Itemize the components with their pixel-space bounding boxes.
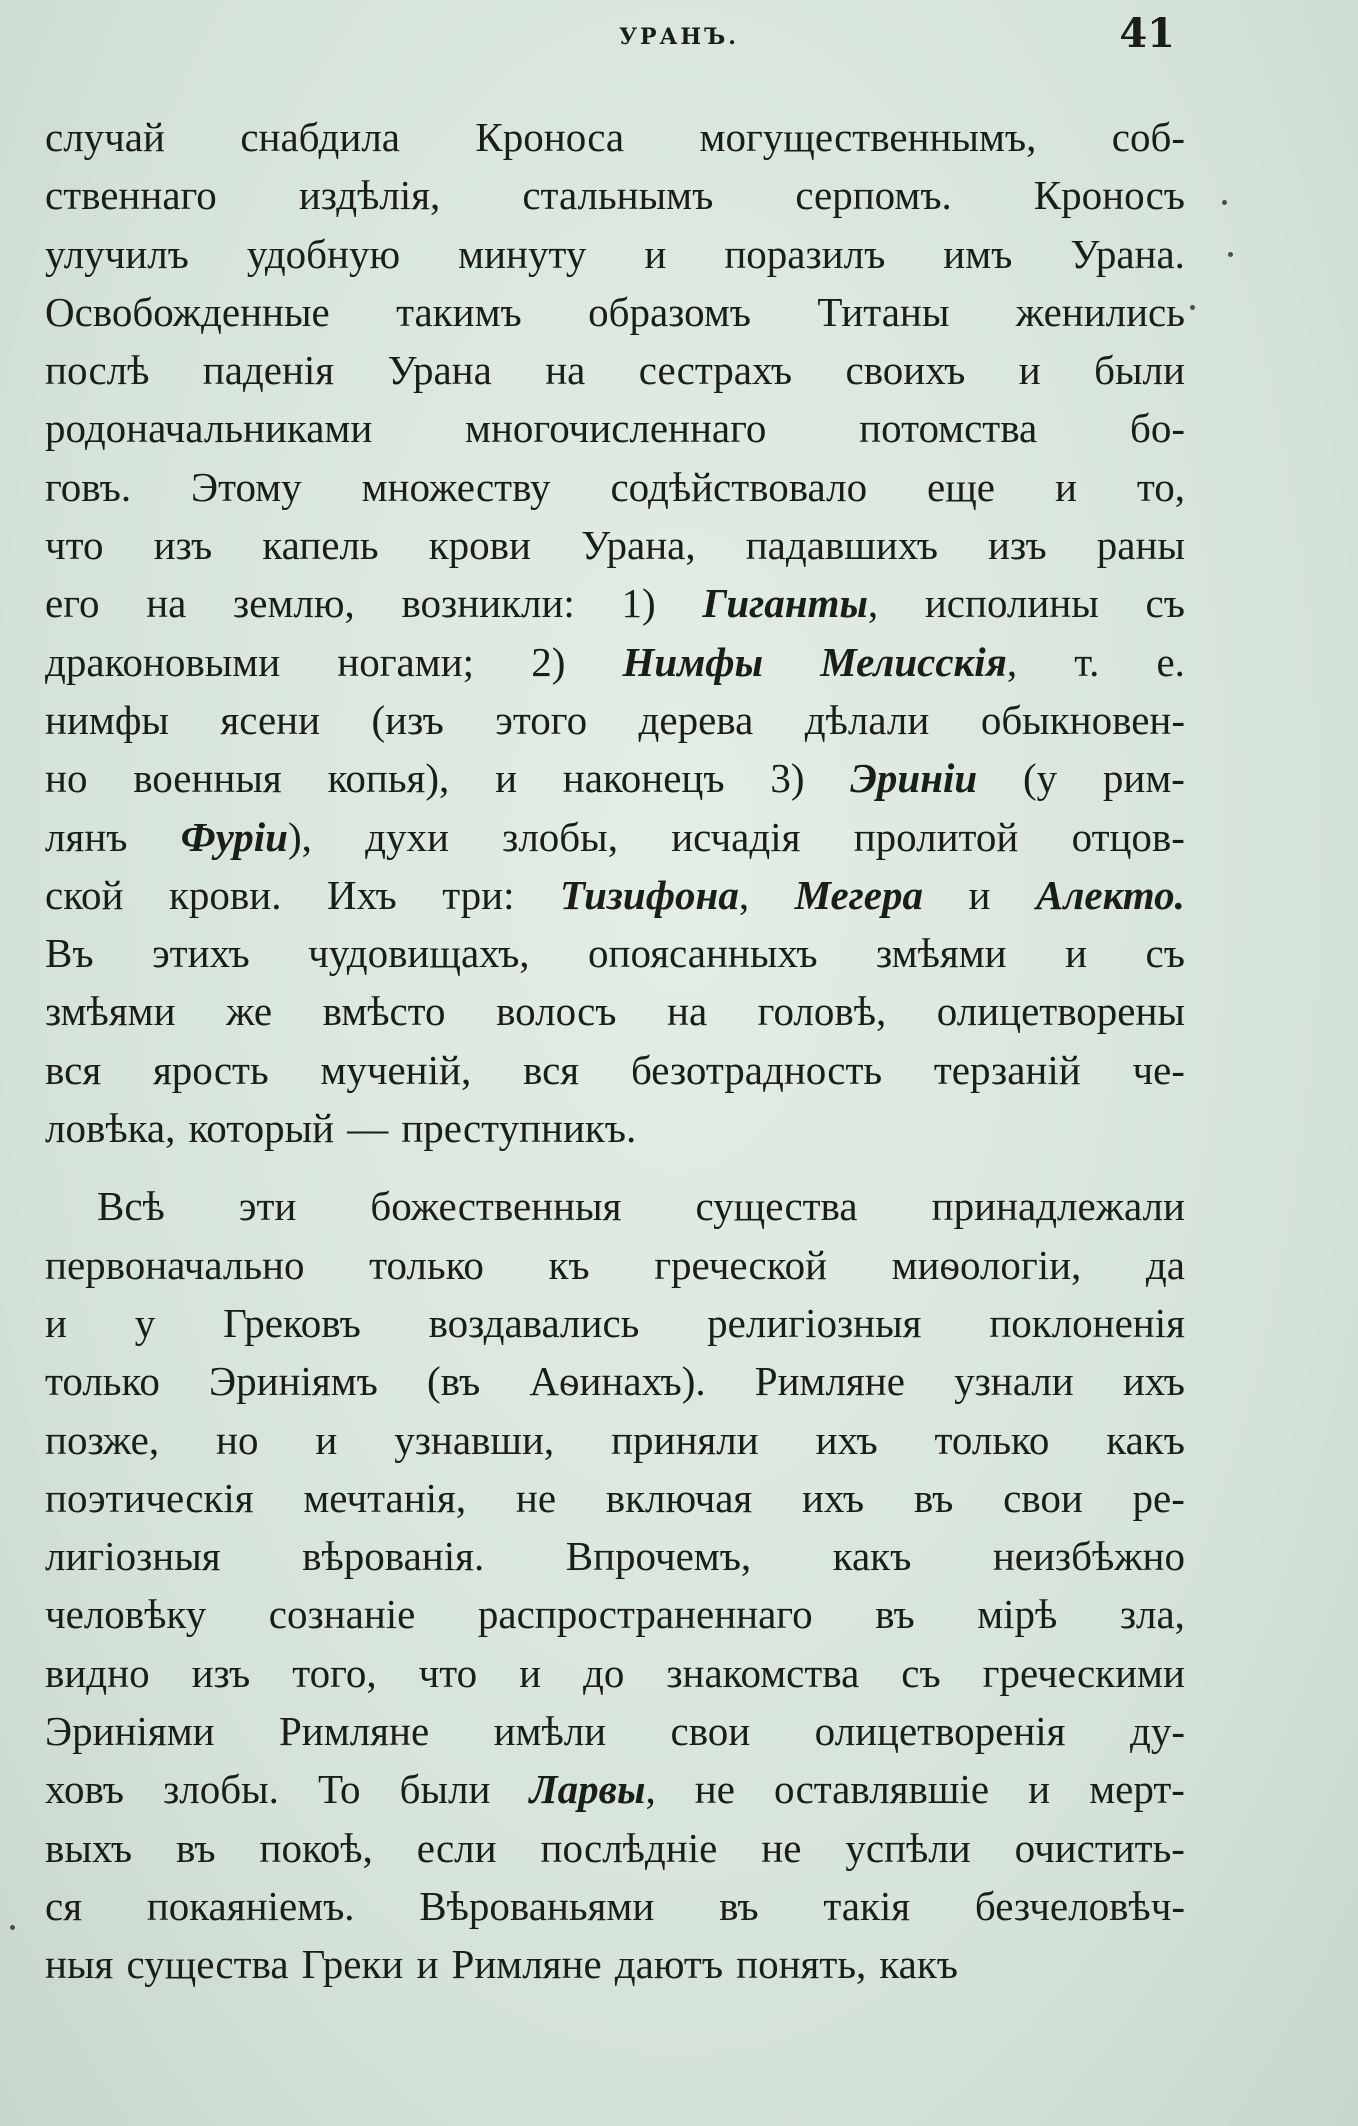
word: сознаніе [268, 1591, 416, 1638]
word: терзаній [933, 1046, 1081, 1093]
text-line [45, 982, 1185, 1040]
word: удобную [246, 230, 401, 277]
text-line [45, 574, 1185, 632]
word: и [416, 1941, 439, 1988]
text-line [45, 283, 1185, 341]
word: (въ [427, 1358, 481, 1405]
word: изъ [191, 1649, 251, 1696]
word: лигіозныя [45, 1533, 221, 1580]
paragraph-gap [45, 1157, 1185, 1177]
page-number: 41 [1119, 10, 1175, 57]
word: такимъ [396, 288, 522, 335]
word: Эриніями [45, 1708, 215, 1755]
word: распространеннаго [477, 1591, 813, 1638]
emphasized-term: Эриніи [850, 755, 978, 802]
word: ловѣка, [45, 1105, 176, 1152]
word: своихъ [845, 347, 966, 394]
word: и [1065, 930, 1088, 977]
word: рим- [1102, 755, 1185, 802]
word: Впрочемъ, [565, 1533, 752, 1580]
word: греческой [654, 1241, 828, 1288]
text-line [45, 166, 1185, 224]
word: который [188, 1105, 335, 1152]
word: ныя [45, 1941, 114, 1988]
word: ясени [220, 696, 321, 743]
word: на [667, 988, 708, 1035]
word: крови [428, 522, 531, 569]
word: воздавались [428, 1299, 640, 1346]
word: безчеловѣч- [974, 1882, 1185, 1929]
word: Освобожденные [45, 288, 330, 335]
word: три: [442, 871, 515, 918]
word: да [1145, 1241, 1185, 1288]
word: ской [45, 871, 124, 918]
word: Этому [191, 463, 302, 510]
word: но [216, 1416, 259, 1463]
word: Урана [387, 347, 492, 394]
word: Урана. [1070, 230, 1185, 277]
word: Римляне [279, 1708, 430, 1755]
word: издѣлія, [298, 172, 441, 219]
word: (у [1022, 755, 1058, 802]
word: не [694, 1766, 735, 1813]
paper-speck [1190, 305, 1195, 310]
word: въ [875, 1591, 915, 1638]
word: улучилъ [45, 230, 189, 277]
word: если [416, 1824, 497, 1871]
word: къ [548, 1241, 590, 1288]
emphasized-term: Фуріи [180, 813, 288, 860]
word: Римляне [754, 1358, 905, 1405]
word: То [318, 1766, 361, 1813]
word: первоначально [45, 1241, 305, 1288]
word: зла, [1119, 1591, 1185, 1638]
word: ярость [152, 1046, 269, 1093]
word: ихъ [801, 1474, 865, 1521]
word: этого [495, 696, 588, 743]
word: и [495, 755, 518, 802]
word: стальнымъ [522, 172, 714, 219]
word: существа [695, 1183, 858, 1230]
word: Мелисскія, [820, 638, 1018, 685]
word: т. [1074, 638, 1100, 685]
word: ся [45, 1882, 83, 1929]
word: и [1054, 463, 1077, 510]
text-line [45, 225, 1185, 283]
word: мечтанія, [303, 1474, 467, 1521]
word: поклоненія [989, 1299, 1185, 1346]
word: въ [719, 1882, 759, 1929]
text-line [45, 1819, 1185, 1877]
text-line [45, 1527, 1185, 1585]
word: Аѳинахъ). [529, 1358, 706, 1405]
word: узнавши, [394, 1416, 555, 1463]
word: могущественнымъ, [699, 114, 1037, 160]
word: его [45, 580, 100, 627]
word: Греки [301, 1941, 404, 1988]
word: на [545, 347, 586, 394]
word: змѣями [876, 930, 1007, 977]
word: у [134, 1299, 156, 1346]
word: позже, [45, 1416, 160, 1463]
word: греческими [982, 1649, 1185, 1696]
word: говъ. [45, 463, 132, 510]
word: мірѣ [977, 1591, 1058, 1638]
word: духи [365, 813, 449, 860]
word: Римляне [451, 1941, 602, 1988]
word [850, 749, 977, 807]
word: образомъ [588, 288, 751, 335]
word: не [761, 1824, 802, 1871]
word: такія [823, 1882, 911, 1929]
word: Кроносъ [1033, 172, 1185, 219]
word: поразилъ [724, 230, 886, 277]
word: злобы, [502, 813, 618, 860]
word: крови. [169, 871, 282, 918]
paper-speck [1228, 252, 1233, 257]
text-line [45, 341, 1185, 399]
text-line [45, 1877, 1185, 1935]
word: еще [927, 463, 995, 510]
word: ногами; [337, 638, 475, 685]
word: свои [670, 1708, 751, 1755]
word [795, 866, 923, 924]
word: послѣдніе [540, 1824, 718, 1871]
word: то, [1136, 463, 1185, 510]
word: ду- [1129, 1708, 1185, 1755]
text-line [45, 1585, 1185, 1643]
word: 3) [770, 755, 805, 802]
word: Въ [45, 930, 94, 977]
word: и [644, 230, 667, 277]
word: Вѣрованьями [419, 1882, 655, 1929]
word: нимфы [45, 696, 169, 743]
word: изъ [988, 522, 1047, 569]
word: и [1018, 347, 1041, 394]
text-line [45, 1236, 1185, 1294]
word: копья), [327, 755, 450, 802]
word: успѣли [845, 1824, 971, 1871]
word: (изъ [371, 696, 444, 743]
emphasized-term: Гиганты [702, 580, 868, 627]
word: землю, [233, 580, 355, 627]
word: существа [126, 1941, 289, 1988]
word: какъ [832, 1533, 912, 1580]
word: въ [913, 1474, 954, 1521]
word: Тизифона, [560, 871, 750, 918]
word: дерева [638, 696, 754, 743]
word: Ихъ [327, 871, 397, 918]
word: обыкновен- [980, 696, 1185, 743]
word: ственнаго [45, 172, 217, 219]
word: е. [1156, 638, 1185, 685]
word: религіозныя [707, 1299, 922, 1346]
word: чудовищахъ, [308, 930, 530, 977]
emphasized-term: Ларвы [529, 1766, 646, 1813]
word: покоѣ, [259, 1824, 373, 1871]
word: многочисленнаго [465, 405, 767, 452]
word: военныя [133, 755, 282, 802]
word: эти [238, 1183, 297, 1230]
word: и [315, 1416, 338, 1463]
word: раны [1096, 522, 1185, 569]
paper-speck [10, 1925, 15, 1930]
text-line [45, 1041, 1185, 1099]
word: того, [292, 1649, 377, 1696]
word: змѣями [45, 988, 176, 1035]
word: ховъ [45, 1766, 124, 1813]
word: даютъ [614, 1941, 724, 1988]
word: до [582, 1649, 625, 1696]
word: вся [522, 1046, 580, 1093]
word: Фуріи), [180, 813, 312, 860]
word: отцов- [1071, 813, 1185, 860]
word: Ларвы, [529, 1766, 656, 1813]
word: безотрадность [630, 1046, 883, 1093]
word: только [369, 1241, 484, 1288]
word: че- [1132, 1046, 1185, 1093]
word: что [45, 522, 104, 569]
word: мерт- [1089, 1766, 1185, 1813]
word: приняли [611, 1416, 759, 1463]
word [1036, 866, 1185, 924]
word: Урана, [581, 522, 696, 569]
text-line [45, 1177, 1185, 1235]
word: не [515, 1474, 557, 1521]
word: минуту [458, 230, 587, 277]
word: паденія [202, 347, 335, 394]
word: имъ [943, 230, 1013, 277]
text-line [45, 108, 1185, 166]
text-line [45, 924, 1185, 982]
text-line [45, 1760, 1185, 1818]
text-line [45, 1099, 1185, 1157]
word: на [146, 580, 187, 627]
word: были [399, 1766, 491, 1813]
word: снабдила [240, 114, 400, 160]
word: случай [45, 114, 165, 160]
text-line [45, 399, 1185, 457]
word: Кроноса [475, 114, 625, 160]
word: 1) [621, 580, 656, 627]
word [623, 633, 764, 691]
word: включая [605, 1474, 753, 1521]
word: 2) [531, 638, 566, 685]
word: Титаны [817, 288, 950, 335]
word: — [347, 1105, 389, 1152]
word: головѣ, [757, 988, 887, 1035]
text-line [45, 866, 1185, 924]
word: Грековъ [223, 1299, 361, 1346]
word: какъ [1106, 1416, 1185, 1463]
word: неизбѣжно [992, 1533, 1185, 1580]
text-line [45, 1469, 1185, 1527]
word: исчадія [671, 813, 801, 860]
word: соб- [1111, 114, 1185, 160]
word: ихъ [815, 1416, 878, 1463]
emphasized-term: Мегера [794, 871, 923, 918]
word: но [45, 755, 88, 802]
word: этихъ [152, 930, 250, 977]
word: бо- [1129, 405, 1185, 452]
word: мученій, [320, 1046, 472, 1093]
word: были [1094, 347, 1185, 394]
text-line [45, 633, 1185, 691]
word: родоначальниками [45, 405, 373, 452]
word: человѣку [45, 1591, 207, 1638]
text-line [45, 1294, 1185, 1352]
word: ихъ [1122, 1358, 1185, 1405]
word: понять, [736, 1941, 867, 1988]
word: изъ [153, 522, 213, 569]
emphasized-term: Алекто. [1035, 871, 1185, 918]
text-line [45, 808, 1185, 866]
word: только [45, 1358, 160, 1405]
word: выхъ [45, 1824, 133, 1871]
word: множеству [361, 463, 551, 510]
word: оставлявшіе [774, 1766, 990, 1813]
word: Всѣ [97, 1183, 165, 1230]
word: потомства [859, 405, 1038, 452]
word: олицетворенія [814, 1708, 1066, 1755]
word: и [1028, 1766, 1051, 1813]
word: опоясанныхъ [588, 930, 818, 977]
word: и [45, 1299, 67, 1346]
word: возникли: [401, 580, 575, 627]
word: принадлежали [931, 1183, 1185, 1230]
word: драконовыми [45, 638, 281, 685]
word: узнали [954, 1358, 1074, 1405]
text-line [45, 1644, 1185, 1702]
word: сестрахъ [638, 347, 793, 394]
word: исполины [924, 580, 1099, 627]
page-header [0, 10, 1358, 60]
text-line [45, 749, 1185, 807]
body-text [45, 108, 1185, 1994]
word: и [968, 871, 991, 918]
word: божественныя [370, 1183, 622, 1230]
word: въ [176, 1824, 216, 1871]
text-line [45, 458, 1185, 516]
running-title: УРАНЪ. [619, 24, 739, 50]
word: пролитой [853, 813, 1019, 860]
word: злобы. [163, 1766, 279, 1813]
word: капель [262, 522, 379, 569]
text-line [45, 1352, 1185, 1410]
emphasized-term: Тизифона [560, 871, 739, 918]
text-line [45, 1702, 1185, 1760]
word: серпомъ. [795, 172, 952, 219]
word: вмѣсто [322, 988, 446, 1035]
word: свои [1003, 1474, 1083, 1521]
word: женились [1015, 288, 1185, 335]
word: только [934, 1416, 1050, 1463]
text-line [45, 691, 1185, 749]
word: имѣли [493, 1708, 607, 1755]
word: съ [901, 1649, 941, 1696]
word: и [519, 1649, 542, 1696]
word: олицетворены [936, 988, 1185, 1035]
text-line [45, 516, 1185, 574]
word: наконецъ [562, 755, 725, 802]
emphasized-term: Нимфы [622, 638, 764, 685]
paper-speck [1222, 200, 1227, 205]
emphasized-term: Мелисскія [820, 638, 1007, 685]
word: преступникъ. [401, 1105, 637, 1152]
word: Гиганты, [702, 580, 879, 627]
word: какъ [879, 1941, 958, 1988]
word: покаяніемъ. [146, 1882, 355, 1929]
word: падавшихъ [745, 522, 938, 569]
word: вѣрованія. [302, 1533, 485, 1580]
word: волосъ [496, 988, 617, 1035]
word: знакомства [666, 1649, 860, 1696]
text-line [45, 1935, 1185, 1993]
word: миѳологіи, [891, 1241, 1082, 1288]
word: содѣйствовало [610, 463, 868, 510]
word: лянъ [45, 813, 128, 860]
word: дѣлали [804, 696, 930, 743]
word: что [418, 1649, 478, 1696]
word: же [226, 988, 273, 1035]
word: очистить- [1014, 1824, 1185, 1871]
word: ре- [1132, 1474, 1185, 1521]
word: вся [45, 1046, 102, 1093]
word: съ [1145, 580, 1185, 627]
word: поэтическія [45, 1474, 254, 1521]
word: видно [45, 1649, 150, 1696]
word: Эриніямъ [209, 1358, 378, 1405]
word: послѣ [45, 347, 150, 394]
text-line [45, 1411, 1185, 1469]
word: съ [1145, 930, 1185, 977]
